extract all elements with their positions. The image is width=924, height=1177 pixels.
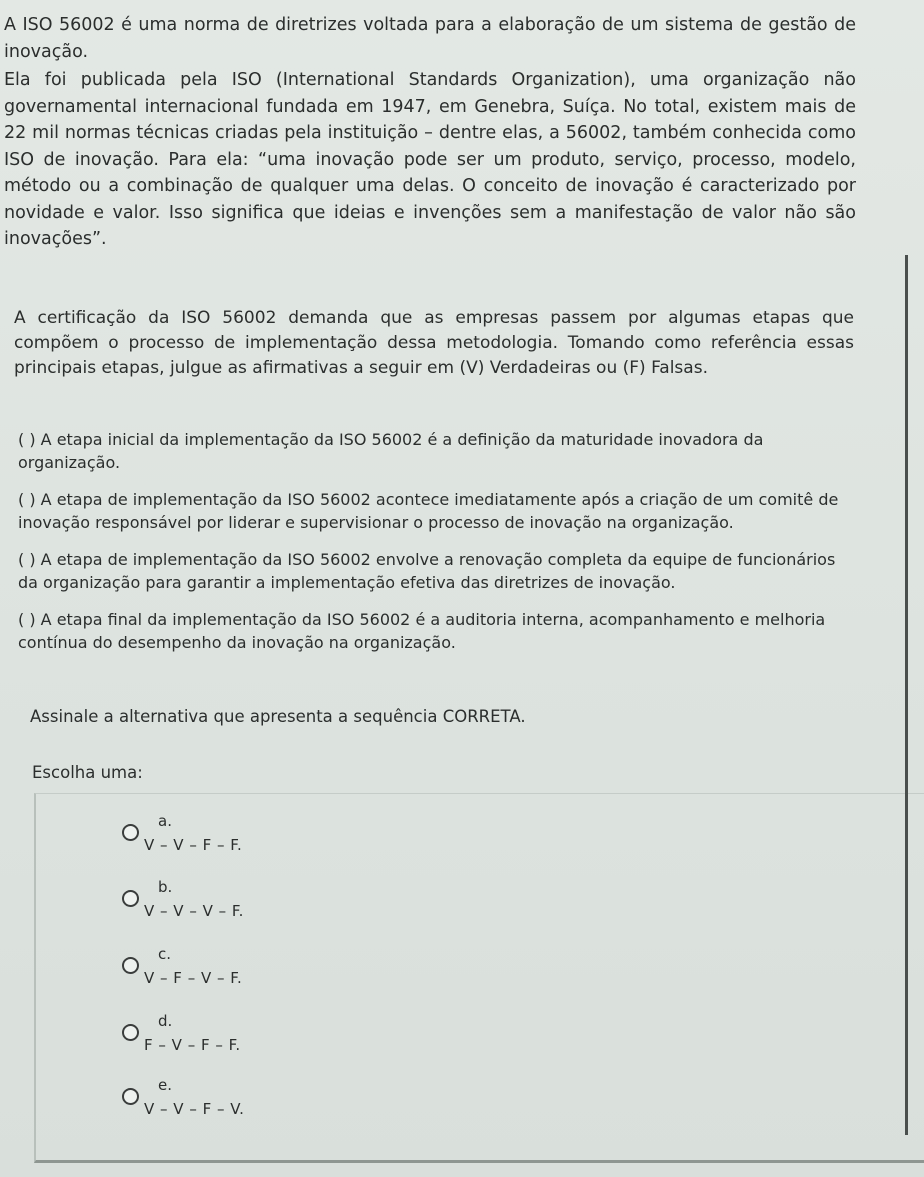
statements-list bbox=[18, 428, 848, 668]
option-sequence: V – V – F – V. bbox=[144, 1100, 245, 1118]
choose-label: Escolha uma: bbox=[32, 763, 143, 782]
radio-button-b[interactable] bbox=[122, 890, 139, 907]
instruction-text: Assinale a alternativa que apresenta a sequência CORRETA. bbox=[30, 707, 526, 726]
option-sequence: V – F – V – F. bbox=[144, 969, 243, 987]
statement-2: ( ) A etapa de implementação da ISO 56002 acontece imediatamente após a criação de um comitê de inovação responsável por liderar e supervisionar o processo de inovação na organização. bbox=[18, 490, 839, 532]
option-d[interactable] bbox=[122, 1004, 422, 1056]
option-letter: b. bbox=[158, 878, 173, 896]
option-a[interactable] bbox=[122, 804, 422, 856]
statement-3: ( ) A etapa de implementação da ISO 56002 envolve a renovação completa da equipe de funcionários da organização para garantir a implementação efetiva das diretrizes de inovação. bbox=[18, 550, 836, 592]
option-e[interactable] bbox=[122, 1068, 422, 1120]
option-letter: e. bbox=[158, 1076, 172, 1094]
statement-4: ( ) A etapa final da implementação da ISO 56002 é a auditoria interna, acompanhamento e melhoria contínua do desempenho da inovação na organização. bbox=[18, 610, 826, 652]
intro-text bbox=[4, 12, 856, 253]
option-letter: a. bbox=[158, 812, 172, 830]
option-c[interactable] bbox=[122, 937, 422, 989]
answer-options-panel bbox=[34, 793, 924, 1163]
radio-button-e[interactable] bbox=[122, 1088, 139, 1105]
option-sequence: V – V – V – F. bbox=[144, 902, 244, 920]
intro-paragraph-1: A ISO 56002 é uma norma de diretrizes voltada para a elaboração de um sistema de gestão de inovação. bbox=[4, 15, 856, 62]
radio-button-d[interactable] bbox=[122, 1024, 139, 1041]
option-sequence: F – V – F – F. bbox=[144, 1036, 241, 1054]
question-text bbox=[14, 306, 854, 381]
option-b[interactable] bbox=[122, 870, 422, 922]
question-paragraph: A certificação da ISO 56002 demanda que as empresas passem por algumas etapas que compõem o processo de implementação dessa metodologia. Tomando como referência essas principais etapas, julgue as afirmativas a seguir em (V) Verdadeiras ou (F) Falsas. bbox=[14, 308, 854, 378]
statement-1: ( ) A etapa inicial da implementação da ISO 56002 é a definição da maturidade inovadora da organização. bbox=[18, 430, 764, 472]
option-letter: d. bbox=[158, 1012, 173, 1030]
option-letter: c. bbox=[158, 945, 172, 963]
intro-paragraph-2: Ela foi publicada pela ISO (International Standards Organization), uma organização não governamental internacional fundada em 1947, em Genebra, Suíça. No total, existem mais de 22 mil normas técnicas criadas pela instituição – dentre elas, a 56002, também conhecida como ISO de inovação. Para ela: “uma inovação pode ser um produto, serviço, processo, modelo, método ou a combinação de qualquer uma delas. O conceito de inovação é caracterizado por novidade e valor. Isso significa que ideias e invenções sem a manifestação de valor não são inovações”. bbox=[4, 70, 856, 249]
radio-button-c[interactable] bbox=[122, 957, 139, 974]
scrollbar[interactable] bbox=[905, 255, 908, 1135]
radio-button-a[interactable] bbox=[122, 824, 139, 841]
option-sequence: V – V – F – F. bbox=[144, 836, 243, 854]
